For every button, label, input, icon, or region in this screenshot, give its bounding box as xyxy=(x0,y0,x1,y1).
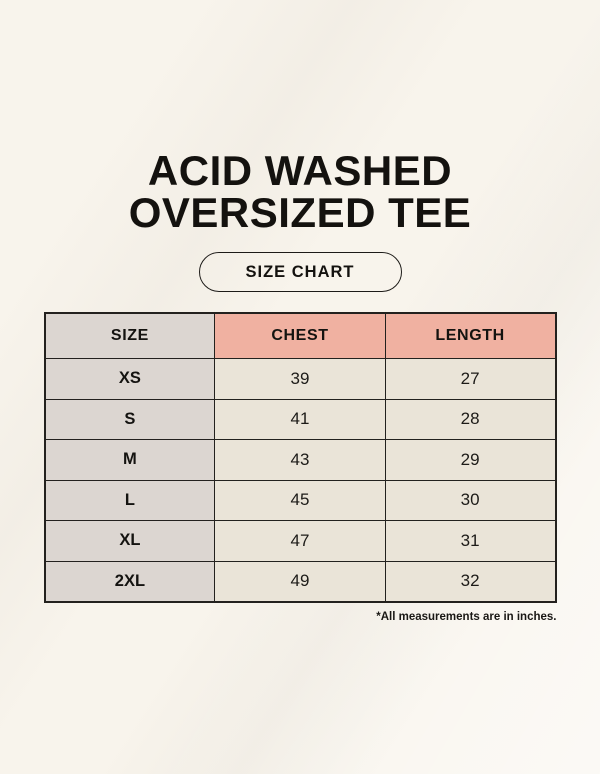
product-title-line1: ACID WASHED xyxy=(147,147,453,194)
chest-cell: 43 xyxy=(215,440,385,481)
chest-cell: 49 xyxy=(215,561,385,602)
size-chart-badge-label: SIZE CHART xyxy=(245,262,355,281)
table-row xyxy=(45,521,556,562)
length-cell: 32 xyxy=(385,561,555,602)
chest-cell: 41 xyxy=(215,399,385,440)
size-cell: XL xyxy=(45,521,215,562)
size-cell: 2XL xyxy=(45,561,215,602)
length-cell: 27 xyxy=(385,359,555,400)
size-cell: L xyxy=(45,480,215,521)
size-cell: XS xyxy=(45,359,215,400)
table-header-row xyxy=(45,313,556,359)
length-cell: 28 xyxy=(385,399,555,440)
chest-cell: 47 xyxy=(215,521,385,562)
table-row xyxy=(45,561,556,602)
measurements-footnote: *All measurements are in inches. xyxy=(376,611,557,623)
length-cell: 29 xyxy=(385,440,555,481)
chest-cell: 45 xyxy=(215,480,385,521)
length-cell: 30 xyxy=(385,480,555,521)
chest-cell: 39 xyxy=(215,359,385,400)
column-header-size: SIZE xyxy=(45,313,215,359)
column-header-chest: CHEST xyxy=(215,313,385,359)
column-header-length: LENGTH xyxy=(385,313,555,359)
table-row xyxy=(45,480,556,521)
table-row xyxy=(45,359,556,400)
table-row xyxy=(45,399,556,440)
size-chart-badge xyxy=(199,252,402,292)
size-table xyxy=(44,312,557,603)
size-cell: S xyxy=(45,399,215,440)
length-cell: 31 xyxy=(385,521,555,562)
table-row xyxy=(45,440,556,481)
size-cell: M xyxy=(45,440,215,481)
product-title-line2: OVERSIZED TEE xyxy=(128,189,472,236)
product-title xyxy=(128,147,472,236)
